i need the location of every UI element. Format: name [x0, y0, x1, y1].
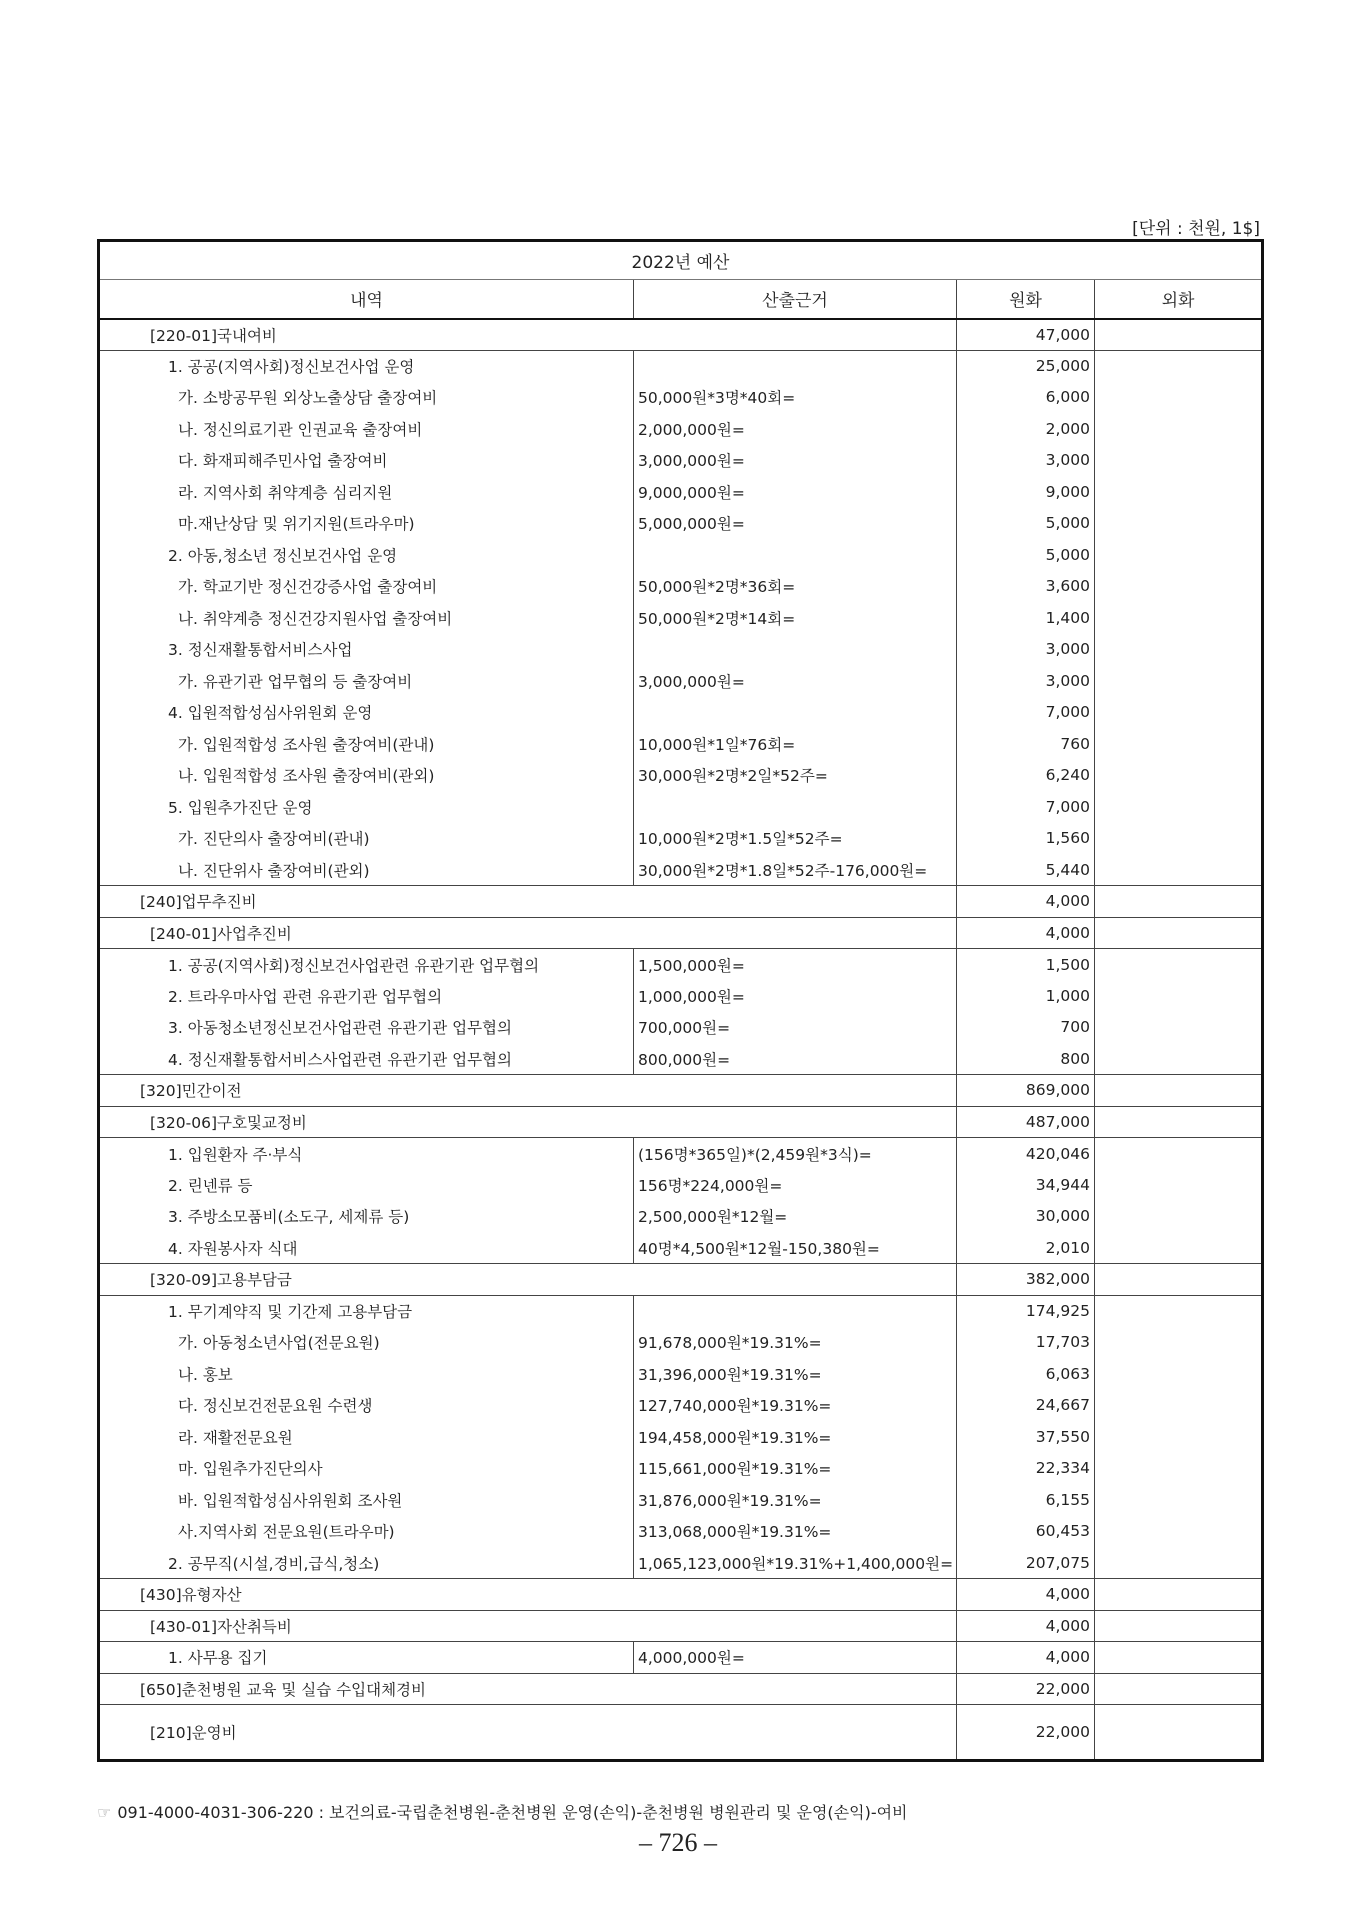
- table-row: [99, 634, 1263, 666]
- table-row: [99, 697, 1263, 729]
- table-row: [99, 1327, 1263, 1359]
- table-row: [99, 445, 1263, 477]
- table-row: [99, 539, 1263, 571]
- row-basis: 1,000,000원=: [634, 980, 957, 1012]
- table-title: 2022년 예산: [99, 241, 1263, 280]
- row-foreign: [1095, 1421, 1263, 1453]
- row-item: 라. 재활전문요원: [99, 1421, 634, 1453]
- row-krw: 30,000: [957, 1201, 1095, 1233]
- footnote-text: 091-4000-4031-306-220 : 보건의료-국립춘천병원-춘천병원 운영(손익)-춘천병원 병원관리 및 운영(손익)-여비: [117, 1803, 908, 1822]
- table-row: [99, 1169, 1263, 1201]
- row-foreign: [1095, 508, 1263, 540]
- table-row: [99, 1232, 1263, 1264]
- row-foreign: [1095, 476, 1263, 508]
- row-basis: 313,068,000원*19.31%=: [634, 1516, 957, 1548]
- row-item: [240]업무추진비: [99, 886, 957, 918]
- table-row: [99, 1201, 1263, 1233]
- table-row: [99, 1484, 1263, 1516]
- row-item: [320]민간이전: [99, 1075, 957, 1107]
- row-foreign: [1095, 1327, 1263, 1359]
- table-title-row: [99, 241, 1263, 280]
- row-foreign: [1095, 1673, 1263, 1705]
- row-foreign: [1095, 445, 1263, 477]
- row-krw: 37,550: [957, 1421, 1095, 1453]
- table-row: [99, 1673, 1263, 1705]
- row-krw: 3,000: [957, 634, 1095, 666]
- row-item: [650]춘천병원 교육 및 실습 수입대체경비: [99, 1673, 957, 1705]
- row-basis: 30,000원*2명*1.8일*52주-176,000원=: [634, 854, 957, 886]
- row-krw: 3,000: [957, 445, 1095, 477]
- table-row: [99, 319, 1263, 351]
- row-krw: 6,063: [957, 1358, 1095, 1390]
- row-foreign: [1095, 1075, 1263, 1107]
- row-basis: 10,000원*1일*76회=: [634, 728, 957, 760]
- table-row: [99, 413, 1263, 445]
- row-krw: 3,600: [957, 571, 1095, 603]
- row-foreign: [1095, 917, 1263, 949]
- row-krw: 760: [957, 728, 1095, 760]
- row-item: 4. 자원봉사자 식대: [99, 1232, 634, 1264]
- row-basis: 156명*224,000원=: [634, 1169, 957, 1201]
- row-item: 가. 유관기관 업무협의 등 출장여비: [99, 665, 634, 697]
- row-krw: 800: [957, 1043, 1095, 1075]
- row-foreign: [1095, 1642, 1263, 1674]
- row-foreign: [1095, 1043, 1263, 1075]
- row-item: [430]유형자산: [99, 1579, 957, 1611]
- row-krw: 4,000: [957, 917, 1095, 949]
- page-number: – 726 –: [639, 1828, 717, 1857]
- row-foreign: [1095, 382, 1263, 414]
- table-row: [99, 665, 1263, 697]
- row-foreign: [1095, 319, 1263, 351]
- table-row: [99, 1075, 1263, 1107]
- table-row: [99, 1547, 1263, 1579]
- row-foreign: [1095, 1169, 1263, 1201]
- row-item: [240-01]사업추진비: [99, 917, 957, 949]
- row-item: 1. 사무용 집기: [99, 1642, 634, 1674]
- row-krw: 382,000: [957, 1264, 1095, 1296]
- row-foreign: [1095, 1579, 1263, 1611]
- table-row: [99, 382, 1263, 414]
- table-row: [99, 602, 1263, 634]
- row-item: [430-01]자산취득비: [99, 1610, 957, 1642]
- row-foreign: [1095, 886, 1263, 918]
- row-basis: 40명*4,500원*12월-150,380원=: [634, 1232, 957, 1264]
- row-foreign: [1095, 413, 1263, 445]
- table-row: [99, 476, 1263, 508]
- table-row: [99, 760, 1263, 792]
- row-item: 3. 주방소모품비(소도구, 세제류 등): [99, 1201, 634, 1233]
- table-row: [99, 886, 1263, 918]
- row-foreign: [1095, 350, 1263, 382]
- table-row: [99, 1106, 1263, 1138]
- row-item: 2. 트라우마사업 관련 유관기관 업무협의: [99, 980, 634, 1012]
- row-foreign: [1095, 571, 1263, 603]
- row-basis: 31,876,000원*19.31%=: [634, 1484, 957, 1516]
- row-item: [220-01]국내여비: [99, 319, 957, 351]
- row-item: 나. 입원적합성 조사원 출장여비(관외): [99, 760, 634, 792]
- row-basis: 4,000,000원=: [634, 1642, 957, 1674]
- row-krw: 2,010: [957, 1232, 1095, 1264]
- row-item: 1. 공공(지역사회)정신보건사업관련 유관기관 업무협의: [99, 949, 634, 981]
- row-basis: 1,500,000원=: [634, 949, 957, 981]
- table-row: [99, 949, 1263, 981]
- row-item: 마. 입원추가진단의사: [99, 1453, 634, 1485]
- row-krw: 22,000: [957, 1673, 1095, 1705]
- row-basis: 3,000,000원=: [634, 665, 957, 697]
- footnote: [97, 1800, 908, 1823]
- row-foreign: [1095, 665, 1263, 697]
- row-krw: 2,000: [957, 413, 1095, 445]
- row-krw: 700: [957, 1012, 1095, 1044]
- table-row: [99, 1642, 1263, 1674]
- row-krw: 1,000: [957, 980, 1095, 1012]
- row-basis: 31,396,000원*19.31%=: [634, 1358, 957, 1390]
- row-krw: 17,703: [957, 1327, 1095, 1359]
- row-krw: 869,000: [957, 1075, 1095, 1107]
- row-basis: [634, 539, 957, 571]
- row-foreign: [1095, 1484, 1263, 1516]
- table-row: [99, 1012, 1263, 1044]
- table-row: [99, 728, 1263, 760]
- row-item: 3. 아동청소년정신보건사업관련 유관기관 업무협의: [99, 1012, 634, 1044]
- header-foreign: 외화: [1095, 280, 1263, 319]
- row-basis: 800,000원=: [634, 1043, 957, 1075]
- header-item: 내역: [99, 280, 634, 319]
- table-header-row: [99, 280, 1263, 319]
- row-krw: 1,500: [957, 949, 1095, 981]
- row-krw: 6,000: [957, 382, 1095, 414]
- row-item: 나. 진단위사 출장여비(관외): [99, 854, 634, 886]
- row-krw: 4,000: [957, 886, 1095, 918]
- row-foreign: [1095, 1201, 1263, 1233]
- row-item: 가. 입원적합성 조사원 출장여비(관내): [99, 728, 634, 760]
- row-foreign: [1095, 980, 1263, 1012]
- row-foreign: [1095, 1106, 1263, 1138]
- table-row: [99, 917, 1263, 949]
- row-item: 나. 홍보: [99, 1358, 634, 1390]
- pointing-hand-icon: ☞: [97, 1803, 112, 1822]
- row-basis: [634, 634, 957, 666]
- row-krw: 4,000: [957, 1579, 1095, 1611]
- row-basis: 2,500,000원*12월=: [634, 1201, 957, 1233]
- row-basis: (156명*365일)*(2,459원*3식)=: [634, 1138, 957, 1170]
- row-item: 4. 입원적합성심사위원회 운영: [99, 697, 634, 729]
- row-krw: 4,000: [957, 1610, 1095, 1642]
- row-basis: 50,000원*2명*36회=: [634, 571, 957, 603]
- row-item: 3. 정신재활통합서비스사업: [99, 634, 634, 666]
- row-foreign: [1095, 1610, 1263, 1642]
- table-row: [99, 823, 1263, 855]
- row-krw: 6,155: [957, 1484, 1095, 1516]
- row-krw: 7,000: [957, 791, 1095, 823]
- table-row: [99, 1043, 1263, 1075]
- row-krw: 5,000: [957, 539, 1095, 571]
- row-item: 2. 아동,청소년 정신보건사업 운영: [99, 539, 634, 571]
- row-basis: 115,661,000원*19.31%=: [634, 1453, 957, 1485]
- row-krw: 60,453: [957, 1516, 1095, 1548]
- table-row: [99, 1705, 1263, 1761]
- row-krw: 6,240: [957, 760, 1095, 792]
- budget-table: [97, 239, 1264, 1762]
- row-basis: 91,678,000원*19.31%=: [634, 1327, 957, 1359]
- row-basis: [634, 1295, 957, 1327]
- table-row: [99, 854, 1263, 886]
- row-krw: 3,000: [957, 665, 1095, 697]
- row-basis: 194,458,000원*19.31%=: [634, 1421, 957, 1453]
- row-foreign: [1095, 1705, 1263, 1761]
- row-foreign: [1095, 823, 1263, 855]
- table-row: [99, 571, 1263, 603]
- row-foreign: [1095, 1295, 1263, 1327]
- row-foreign: [1095, 1547, 1263, 1579]
- row-foreign: [1095, 949, 1263, 981]
- header-basis: 산출근거: [634, 280, 957, 319]
- row-krw: 207,075: [957, 1547, 1095, 1579]
- table-row: [99, 1516, 1263, 1548]
- row-basis: 10,000원*2명*1.5일*52주=: [634, 823, 957, 855]
- row-basis: [634, 791, 957, 823]
- row-krw: 25,000: [957, 350, 1095, 382]
- row-item: 다. 화재피해주민사업 출장여비: [99, 445, 634, 477]
- table-row: [99, 1390, 1263, 1422]
- table-row: [99, 1295, 1263, 1327]
- table-row: [99, 980, 1263, 1012]
- row-foreign: [1095, 539, 1263, 571]
- row-item: 2. 공무직(시설,경비,급식,청소): [99, 1547, 634, 1579]
- row-item: [320-09]고용부담금: [99, 1264, 957, 1296]
- table-row: [99, 1421, 1263, 1453]
- row-basis: [634, 350, 957, 382]
- row-item: 나. 정신의료기관 인권교육 출장여비: [99, 413, 634, 445]
- row-item: 라. 지역사회 취약계층 심리지원: [99, 476, 634, 508]
- row-item: 1. 무기계약직 및 기간제 고용부담금: [99, 1295, 634, 1327]
- row-item: 사.지역사회 전문요원(트라우마): [99, 1516, 634, 1548]
- row-item: 가. 학교기반 정신건강증사업 출장여비: [99, 571, 634, 603]
- row-krw: 22,334: [957, 1453, 1095, 1485]
- row-item: 1. 입원환자 주·부식: [99, 1138, 634, 1170]
- row-item: 마.재난상담 및 위기지원(트라우마): [99, 508, 634, 540]
- table-row: [99, 1610, 1263, 1642]
- table-row: [99, 508, 1263, 540]
- row-item: 가. 아동청소년사업(전문요원): [99, 1327, 634, 1359]
- row-basis: 5,000,000원=: [634, 508, 957, 540]
- row-basis: 9,000,000원=: [634, 476, 957, 508]
- row-foreign: [1095, 1390, 1263, 1422]
- row-foreign: [1095, 1264, 1263, 1296]
- row-basis: 1,065,123,000원*19.31%+1,400,000원=: [634, 1547, 957, 1579]
- row-foreign: [1095, 1516, 1263, 1548]
- row-foreign: [1095, 1232, 1263, 1264]
- table-row: [99, 1453, 1263, 1485]
- row-item: 나. 취약계층 정신건강지원사업 출장여비: [99, 602, 634, 634]
- row-item: 2. 린넨류 등: [99, 1169, 634, 1201]
- row-krw: 5,440: [957, 854, 1095, 886]
- row-foreign: [1095, 634, 1263, 666]
- table-row: [99, 1264, 1263, 1296]
- row-krw: 9,000: [957, 476, 1095, 508]
- row-item: [210]운영비: [99, 1705, 957, 1761]
- row-foreign: [1095, 760, 1263, 792]
- row-krw: 5,000: [957, 508, 1095, 540]
- row-item: 4. 정신재활통합서비스사업관련 유관기관 업무협의: [99, 1043, 634, 1075]
- row-basis: 50,000원*2명*14회=: [634, 602, 957, 634]
- row-foreign: [1095, 1138, 1263, 1170]
- row-foreign: [1095, 697, 1263, 729]
- row-krw: 22,000: [957, 1705, 1095, 1761]
- row-item: [320-06]구호및교정비: [99, 1106, 957, 1138]
- row-foreign: [1095, 1453, 1263, 1485]
- row-basis: 30,000원*2명*2일*52주=: [634, 760, 957, 792]
- row-item: 다. 정신보건전문요원 수련생: [99, 1390, 634, 1422]
- row-krw: 487,000: [957, 1106, 1095, 1138]
- row-basis: [634, 697, 957, 729]
- row-item: 1. 공공(지역사회)정신보건사업 운영: [99, 350, 634, 382]
- row-foreign: [1095, 791, 1263, 823]
- row-krw: 420,046: [957, 1138, 1095, 1170]
- row-basis: 50,000원*3명*40회=: [634, 382, 957, 414]
- unit-label: [단위 : 천원, 1$]: [1132, 219, 1260, 239]
- row-foreign: [1095, 728, 1263, 760]
- row-basis: 3,000,000원=: [634, 445, 957, 477]
- row-foreign: [1095, 602, 1263, 634]
- row-krw: 1,560: [957, 823, 1095, 855]
- table-row: [99, 791, 1263, 823]
- row-krw: 1,400: [957, 602, 1095, 634]
- row-krw: 47,000: [957, 319, 1095, 351]
- table-row: [99, 350, 1263, 382]
- row-item: 바. 입원적합성심사위원회 조사원: [99, 1484, 634, 1516]
- row-krw: 4,000: [957, 1642, 1095, 1674]
- header-krw: 원화: [957, 280, 1095, 319]
- row-basis: 700,000원=: [634, 1012, 957, 1044]
- row-foreign: [1095, 1358, 1263, 1390]
- row-item: 가. 진단의사 출장여비(관내): [99, 823, 634, 855]
- row-krw: 24,667: [957, 1390, 1095, 1422]
- row-basis: 127,740,000원*19.31%=: [634, 1390, 957, 1422]
- table-row: [99, 1579, 1263, 1611]
- row-krw: 34,944: [957, 1169, 1095, 1201]
- row-item: 5. 입원추가진단 운영: [99, 791, 634, 823]
- row-foreign: [1095, 1012, 1263, 1044]
- table-row: [99, 1358, 1263, 1390]
- table-row: [99, 1138, 1263, 1170]
- row-item: 가. 소방공무원 외상노출상담 출장여비: [99, 382, 634, 414]
- row-foreign: [1095, 854, 1263, 886]
- row-basis: 2,000,000원=: [634, 413, 957, 445]
- row-krw: 7,000: [957, 697, 1095, 729]
- row-krw: 174,925: [957, 1295, 1095, 1327]
